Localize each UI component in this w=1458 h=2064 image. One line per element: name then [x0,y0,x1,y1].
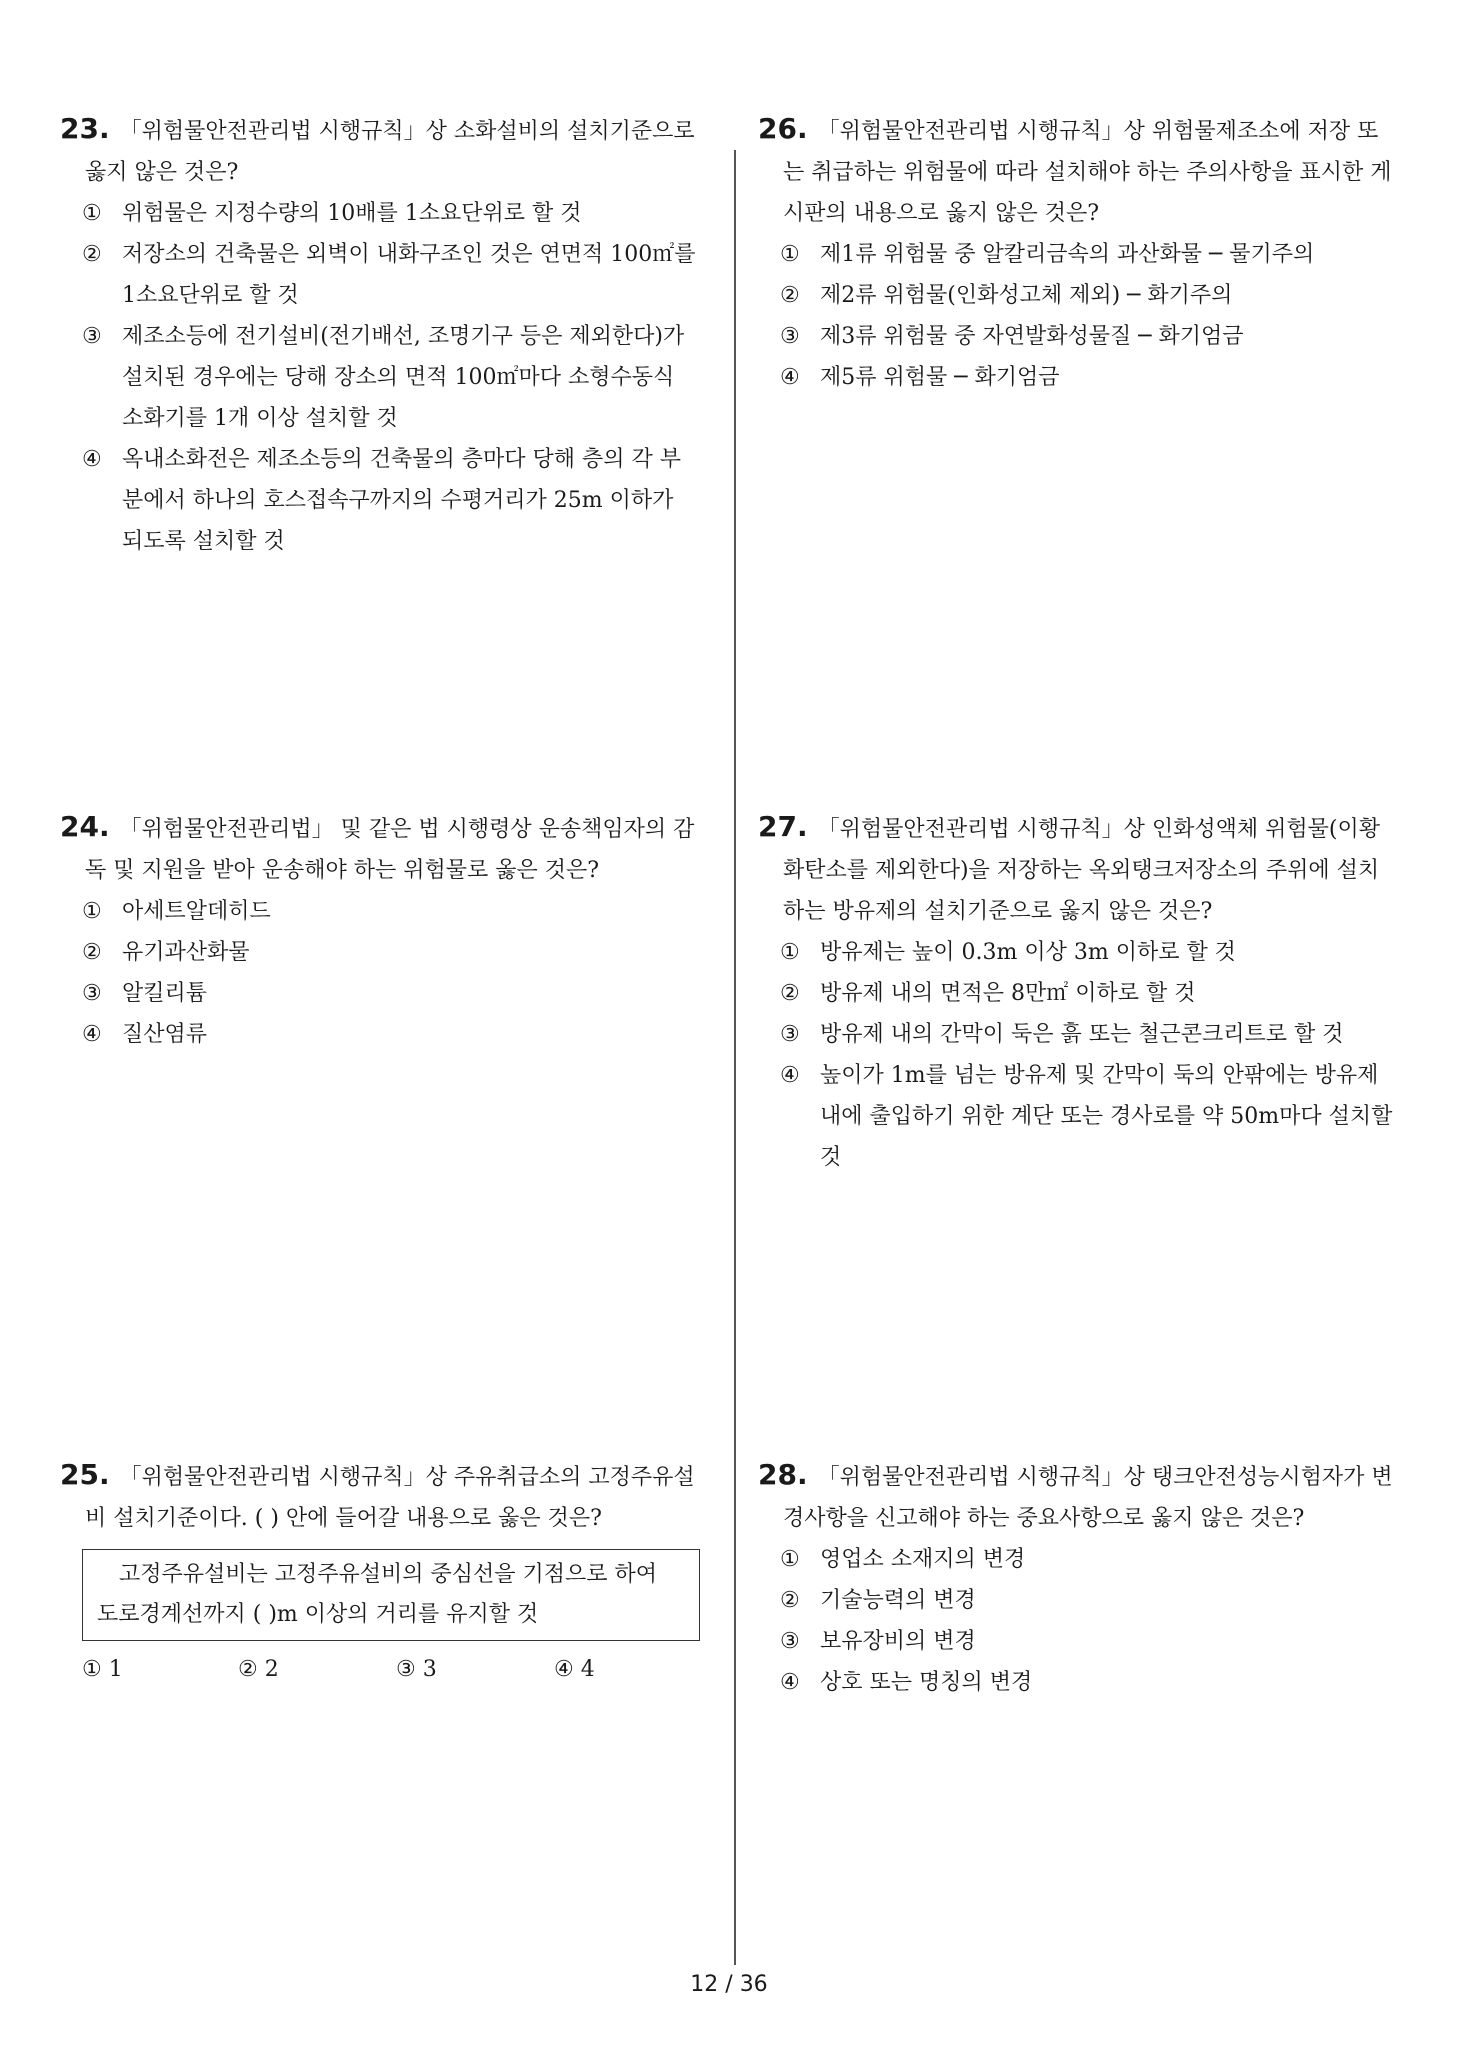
question-number: 23. [60,112,110,145]
option-mark: ② [780,981,800,1006]
question-23 [60,108,700,562]
question-number: 26. [758,112,808,145]
question-26 [758,108,1398,398]
question-text: 「위험물안전관리법 시행규칙」상 탱크안전성능시험자가 변경사항을 신고해야 하는 중요사항으로 옳지 않은 것은? [783,1465,1393,1531]
column-divider [734,150,736,1965]
option-3[interactable] [396,1649,437,1690]
option-text: 방유제 내의 면적은 8만㎡ 이하로 할 것 [820,981,1196,1006]
question-number: 28. [758,1458,808,1491]
option-mark: ③ [780,1022,800,1047]
option-text: 알킬리튬 [122,981,208,1006]
option-mark: ① [780,242,800,267]
page-number: 12 / 36 [690,1972,768,1997]
question-stem [758,108,1398,234]
option-text: 질산염류 [122,1022,208,1047]
option-2[interactable] [758,973,1398,1014]
condition-box [82,1549,700,1641]
question-text: 「위험물안전관리법 시행규칙」상 인화성액체 위험물(이황화탄소를 제외한다)을 저장하는 옥외탱크저장소의 주위에 설치하는 방유제의 설치기준으로 옳지 않은 것은? [783,817,1380,924]
option-mark: ① [82,201,102,226]
option-text: 3 [422,1657,437,1682]
option-text: 보유장비의 변경 [820,1629,976,1654]
option-3[interactable] [758,1621,1398,1662]
question-27 [758,806,1398,1178]
condition-line-2: 도로경계선까지 ( )m 이상의 거리를 유지할 것 [97,1602,539,1627]
option-text: 제2류 위험물(인화성고체 제외) ─ 화기주의 [820,283,1233,308]
option-1[interactable] [82,1649,123,1690]
option-text: 4 [580,1657,595,1682]
question-text: 「위험물안전관리법」 및 같은 법 시행령상 운송책임자의 감독 및 지원을 받아 운송해야 하는 위험물로 옳은 것은? [85,817,695,883]
option-4[interactable] [758,1662,1398,1703]
question-stem [60,108,700,193]
option-mark: ① [82,1657,102,1682]
option-mark: ② [82,940,102,965]
option-mark: ① [780,1547,800,1572]
option-mark: ④ [780,1063,800,1088]
option-mark: ② [780,1588,800,1613]
option-1[interactable] [758,932,1398,973]
option-4[interactable] [554,1649,595,1690]
question-text: 「위험물안전관리법 시행규칙」상 주유취급소의 고정주유설비 설치기준이다. ( ) 안에 들어갈 내용으로 옳은 것은? [85,1465,695,1531]
option-text: 아세트알데히드 [122,899,271,924]
condition-line-1: 고정주유설비는 고정주유설비의 중심선을 기점으로 하여 [119,1562,658,1587]
question-number: 27. [758,810,808,843]
question-stem [60,1454,700,1539]
question-number: 25. [60,1458,110,1491]
option-2[interactable] [60,932,700,973]
option-text: 방유제는 높이 0.3m 이상 3m 이하로 할 것 [820,940,1236,965]
option-text: 1 [108,1657,123,1682]
option-3[interactable] [758,316,1398,357]
question-stem [60,806,700,891]
option-text: 영업소 소재지의 변경 [820,1547,1026,1572]
option-3[interactable] [60,973,700,1014]
option-text: 제1류 위험물 중 알칼리금속의 과산화물 ─ 물기주의 [820,242,1315,267]
option-text: 옥내소화전은 제조소등의 건축물의 층마다 당해 층의 각 부분에서 하나의 호스접속구까지의 수평거리가 25m 이하가 되도록 설치할 것 [122,447,682,554]
option-mark: ④ [780,365,800,390]
option-2[interactable] [758,275,1398,316]
option-mark: ② [780,283,800,308]
option-3[interactable] [60,316,700,439]
option-1[interactable] [758,234,1398,275]
option-1[interactable] [758,1539,1398,1580]
option-2[interactable] [758,1580,1398,1621]
option-mark: ④ [554,1657,574,1682]
option-text: 상호 또는 명칭의 변경 [820,1670,1033,1695]
option-text: 방유제 내의 간막이 둑은 흙 또는 철근콘크리트로 할 것 [820,1022,1344,1047]
option-text: 제조소등에 전기설비(전기배선, 조명기구 등은 제외한다)가 설치된 경우에는 당해 장소의 면적 100㎡마다 소형수동식 소화기를 1개 이상 설치할 것 [122,324,685,431]
option-mark: ① [82,899,102,924]
option-text: 유기과산화물 [122,940,250,965]
option-3[interactable] [758,1014,1398,1055]
option-mark: ③ [780,324,800,349]
option-mark: ④ [82,447,102,472]
option-1[interactable] [60,193,700,234]
option-4[interactable] [758,1055,1398,1178]
question-24 [60,806,700,1055]
option-text: 저장소의 건축물은 외벽이 내화구조인 것은 연면적 100㎡를 1소요단위로 할 것 [122,242,696,308]
option-4[interactable] [60,1014,700,1055]
option-mark: ③ [82,981,102,1006]
option-mark: ③ [82,324,102,349]
option-mark: ① [780,940,800,965]
option-text: 높이가 1m를 넘는 방유제 및 간막이 둑의 안팎에는 방유제 내에 출입하기 위한 계단 또는 경사로를 약 50m마다 설치할 것 [820,1063,1393,1170]
option-row [60,1649,700,1690]
option-mark: ③ [396,1657,416,1682]
option-2[interactable] [238,1649,279,1690]
option-mark: ④ [780,1670,800,1695]
option-mark: ③ [780,1629,800,1654]
option-text: 위험물은 지정수량의 10배를 1소요단위로 할 것 [122,201,582,226]
option-text: 기술능력의 변경 [820,1588,976,1613]
option-mark: ② [238,1657,258,1682]
question-stem [758,806,1398,932]
option-mark: ④ [82,1022,102,1047]
option-2[interactable] [60,234,700,316]
question-stem [758,1454,1398,1539]
option-text: 2 [264,1657,279,1682]
option-text: 제5류 위험물 ─ 화기엄금 [820,365,1060,390]
question-text: 「위험물안전관리법 시행규칙」상 위험물제조소에 저장 또는 취급하는 위험물에 따라 설치해야 하는 주의사항을 표시한 게시판의 내용으로 옳지 않은 것은? [783,119,1392,226]
question-25 [60,1454,700,1690]
option-4[interactable] [758,357,1398,398]
question-text: 「위험물안전관리법 시행규칙」상 소화설비의 설치기준으로 옳지 않은 것은? [85,119,695,185]
option-1[interactable] [60,891,700,932]
option-mark: ② [82,242,102,267]
question-number: 24. [60,810,110,843]
option-4[interactable] [60,439,700,562]
question-28 [758,1454,1398,1703]
option-text: 제3류 위험물 중 자연발화성물질 ─ 화기엄금 [820,324,1244,349]
